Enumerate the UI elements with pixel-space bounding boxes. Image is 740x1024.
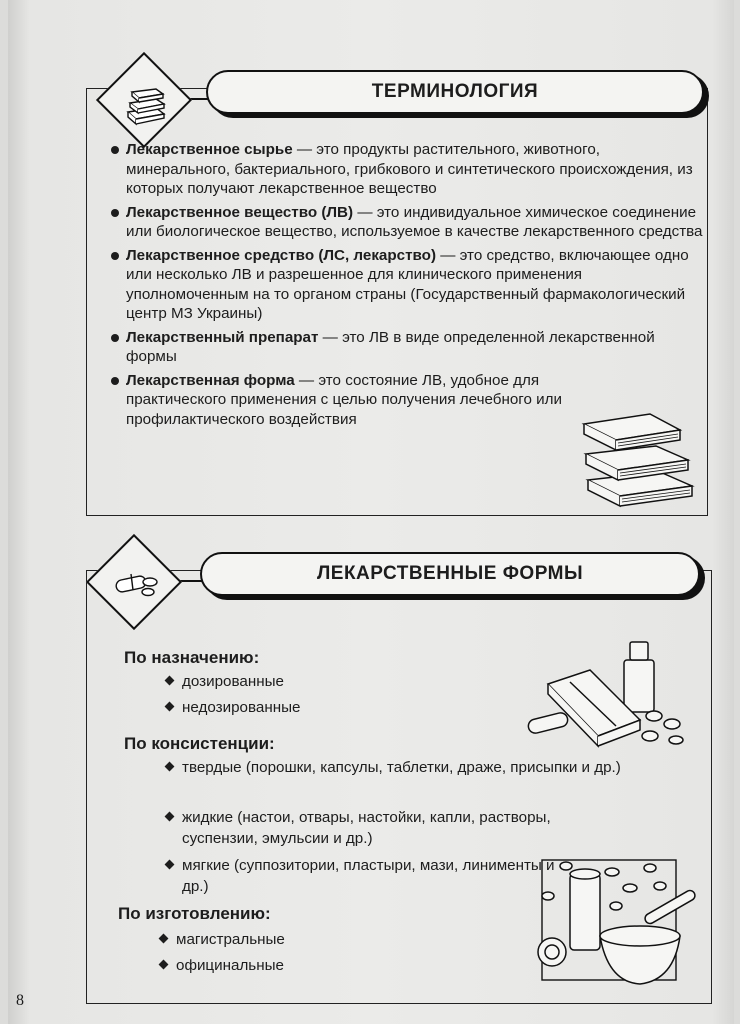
definition: — это средство, включающее одно или несколько ЛВ и разрешенное для клинического применения уполномоченным на то органом страны (Государственный фармакологический центр МЗ Украины)	[126, 246, 689, 322]
list-item	[158, 930, 285, 951]
bullet-icon	[111, 377, 119, 385]
list-item	[104, 246, 704, 324]
bullet-icon	[165, 676, 175, 686]
term: Лекарственное средство (ЛС, лекарство)	[126, 246, 437, 264]
term: Лекарственное вещество (ЛВ)	[126, 203, 354, 221]
list-item	[164, 672, 284, 693]
item-text: жидкие (настои, отвары, настойки, капли, растворы, суспензии, эмульсии и др.)	[182, 809, 551, 847]
forms-title: ЛЕКАРСТВЕННЫЕ ФОРМЫ	[200, 552, 700, 596]
item-text: мягкие (суппозитории, пластыри, мази, линименты и др.)	[182, 857, 555, 895]
category-heading: По изготовлению:	[118, 904, 271, 923]
mortar-pestle-illustration	[530, 856, 706, 996]
bullet-icon	[165, 702, 175, 712]
medicine-box-illustration	[526, 636, 706, 754]
item-text: официнальные	[176, 957, 284, 974]
definition: — это продукты растительного, животного, минерального, бактериального, грибкового и синтетического происхождения, из которых получают лекарственное вещество	[126, 141, 693, 197]
page-number: 8	[16, 992, 24, 1009]
item-text: магистральные	[176, 931, 285, 948]
books-icon	[116, 72, 176, 132]
item-text: твердые (порошки, капсулы, таблетки, драже, присыпки и др.)	[182, 759, 621, 776]
list-item	[158, 956, 284, 977]
list-item	[164, 758, 622, 779]
item-text: дозированные	[182, 673, 284, 690]
bullet-icon	[111, 252, 119, 260]
term: Лекарственная форма	[126, 371, 295, 389]
books-illustration	[580, 402, 700, 510]
terminology-title: ТЕРМИНОЛОГИЯ	[206, 70, 704, 114]
bullet-icon	[165, 812, 175, 822]
bullet-icon	[165, 860, 175, 870]
category-heading: По назначению:	[124, 648, 260, 667]
bullet-icon	[111, 146, 119, 154]
item-text: недозированные	[182, 699, 301, 716]
term: Лекарственный препарат	[126, 328, 319, 346]
list-item	[104, 203, 704, 242]
list-item	[104, 328, 656, 367]
list-item	[164, 808, 602, 849]
definition: — это индивидуальное химическое соединение или биологическое вещество, используемое в качестве лекарственного средства	[126, 203, 703, 240]
pills-icon	[104, 552, 168, 612]
bullet-icon	[111, 209, 119, 217]
bullet-icon	[165, 762, 175, 772]
definition: — это ЛВ в виде определенной лекарственной формы	[126, 328, 655, 365]
category-heading: По консистенции:	[124, 734, 275, 753]
definition: — это состояние ЛВ, удобное для практического применения с целью получения лечебного или профилактического воздействия	[126, 371, 563, 428]
bullet-icon	[159, 934, 169, 944]
term: Лекарственное сырье	[126, 141, 293, 158]
list-item	[104, 371, 566, 430]
list-item	[164, 698, 300, 719]
list-item	[164, 856, 562, 897]
bullet-icon	[159, 960, 169, 970]
list-item	[104, 140, 704, 199]
terminology-list	[104, 140, 704, 433]
bullet-icon	[111, 334, 119, 342]
